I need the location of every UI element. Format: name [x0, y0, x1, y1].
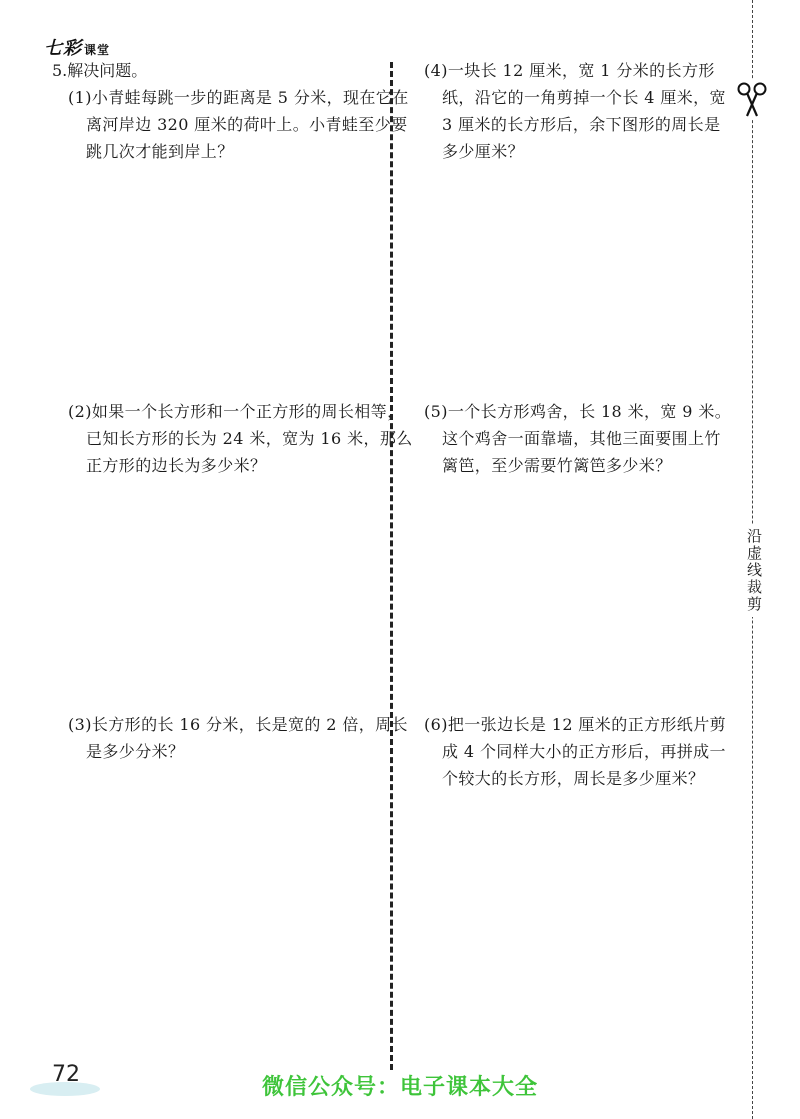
- question-5-number: (5): [424, 402, 448, 421]
- publisher-logo: [44, 34, 110, 60]
- section-title: 5.解决问题。: [52, 61, 148, 80]
- question-3-text: 长方形的长 16 分米，长是宽的 2 倍，周长是多少分米？: [86, 715, 408, 761]
- question-2-text: 如果一个长方形和一个正方形的周长相等，已知长方形的长为 24 米，宽为 16 米，那么正方形的边长为多少米？: [86, 402, 413, 475]
- watermark-text: 微信公众号：电子课本大全: [261, 1075, 538, 1100]
- question-5: [424, 398, 736, 479]
- logo-text: 七彩: [44, 38, 82, 59]
- question-6-text: 把一张边长是 12 厘米的正方形纸片剪成 4 个同样大小的正方形后，再拼成一个较大的长方形，周长是多少厘米？: [442, 715, 727, 788]
- scissors-icon: [735, 80, 769, 120]
- question-1-text: 小青蛙每跳一步的距离是 5 分米，现在它在离河岸边 320 厘米的荷叶上。小青蛙至少要跳几次才能到岸上？: [86, 88, 409, 161]
- question-3: [68, 711, 416, 765]
- question-4: [424, 57, 730, 165]
- question-1: [68, 84, 416, 165]
- question-6-number: (6): [424, 715, 448, 734]
- question-5-text: 一个长方形鸡舍，长 18 米，宽 9 米。这个鸡舍一面靠墙，其他三面要围上竹篱笆，至少需要竹篱笆多少米？: [442, 402, 732, 475]
- question-2-number: (2): [68, 402, 92, 421]
- question-4-text: 一块长 12 厘米，宽 1 分米的长方形纸，沿它的一角剪掉一个长 4 厘米，宽 3 厘米的长方形后，余下图形的周长是多少厘米？: [442, 61, 726, 161]
- question-6: [424, 711, 736, 792]
- logo-sub: 课堂: [84, 43, 111, 57]
- page-number: 72: [52, 1062, 80, 1087]
- cut-instruction-label: 沿虚线裁剪: [739, 524, 765, 617]
- question-3-number: (3): [68, 715, 92, 734]
- column-divider-dashed: [390, 62, 393, 1070]
- question-4-number: (4): [424, 61, 448, 80]
- question-1-number: (1): [68, 88, 92, 107]
- question-2: [68, 398, 416, 479]
